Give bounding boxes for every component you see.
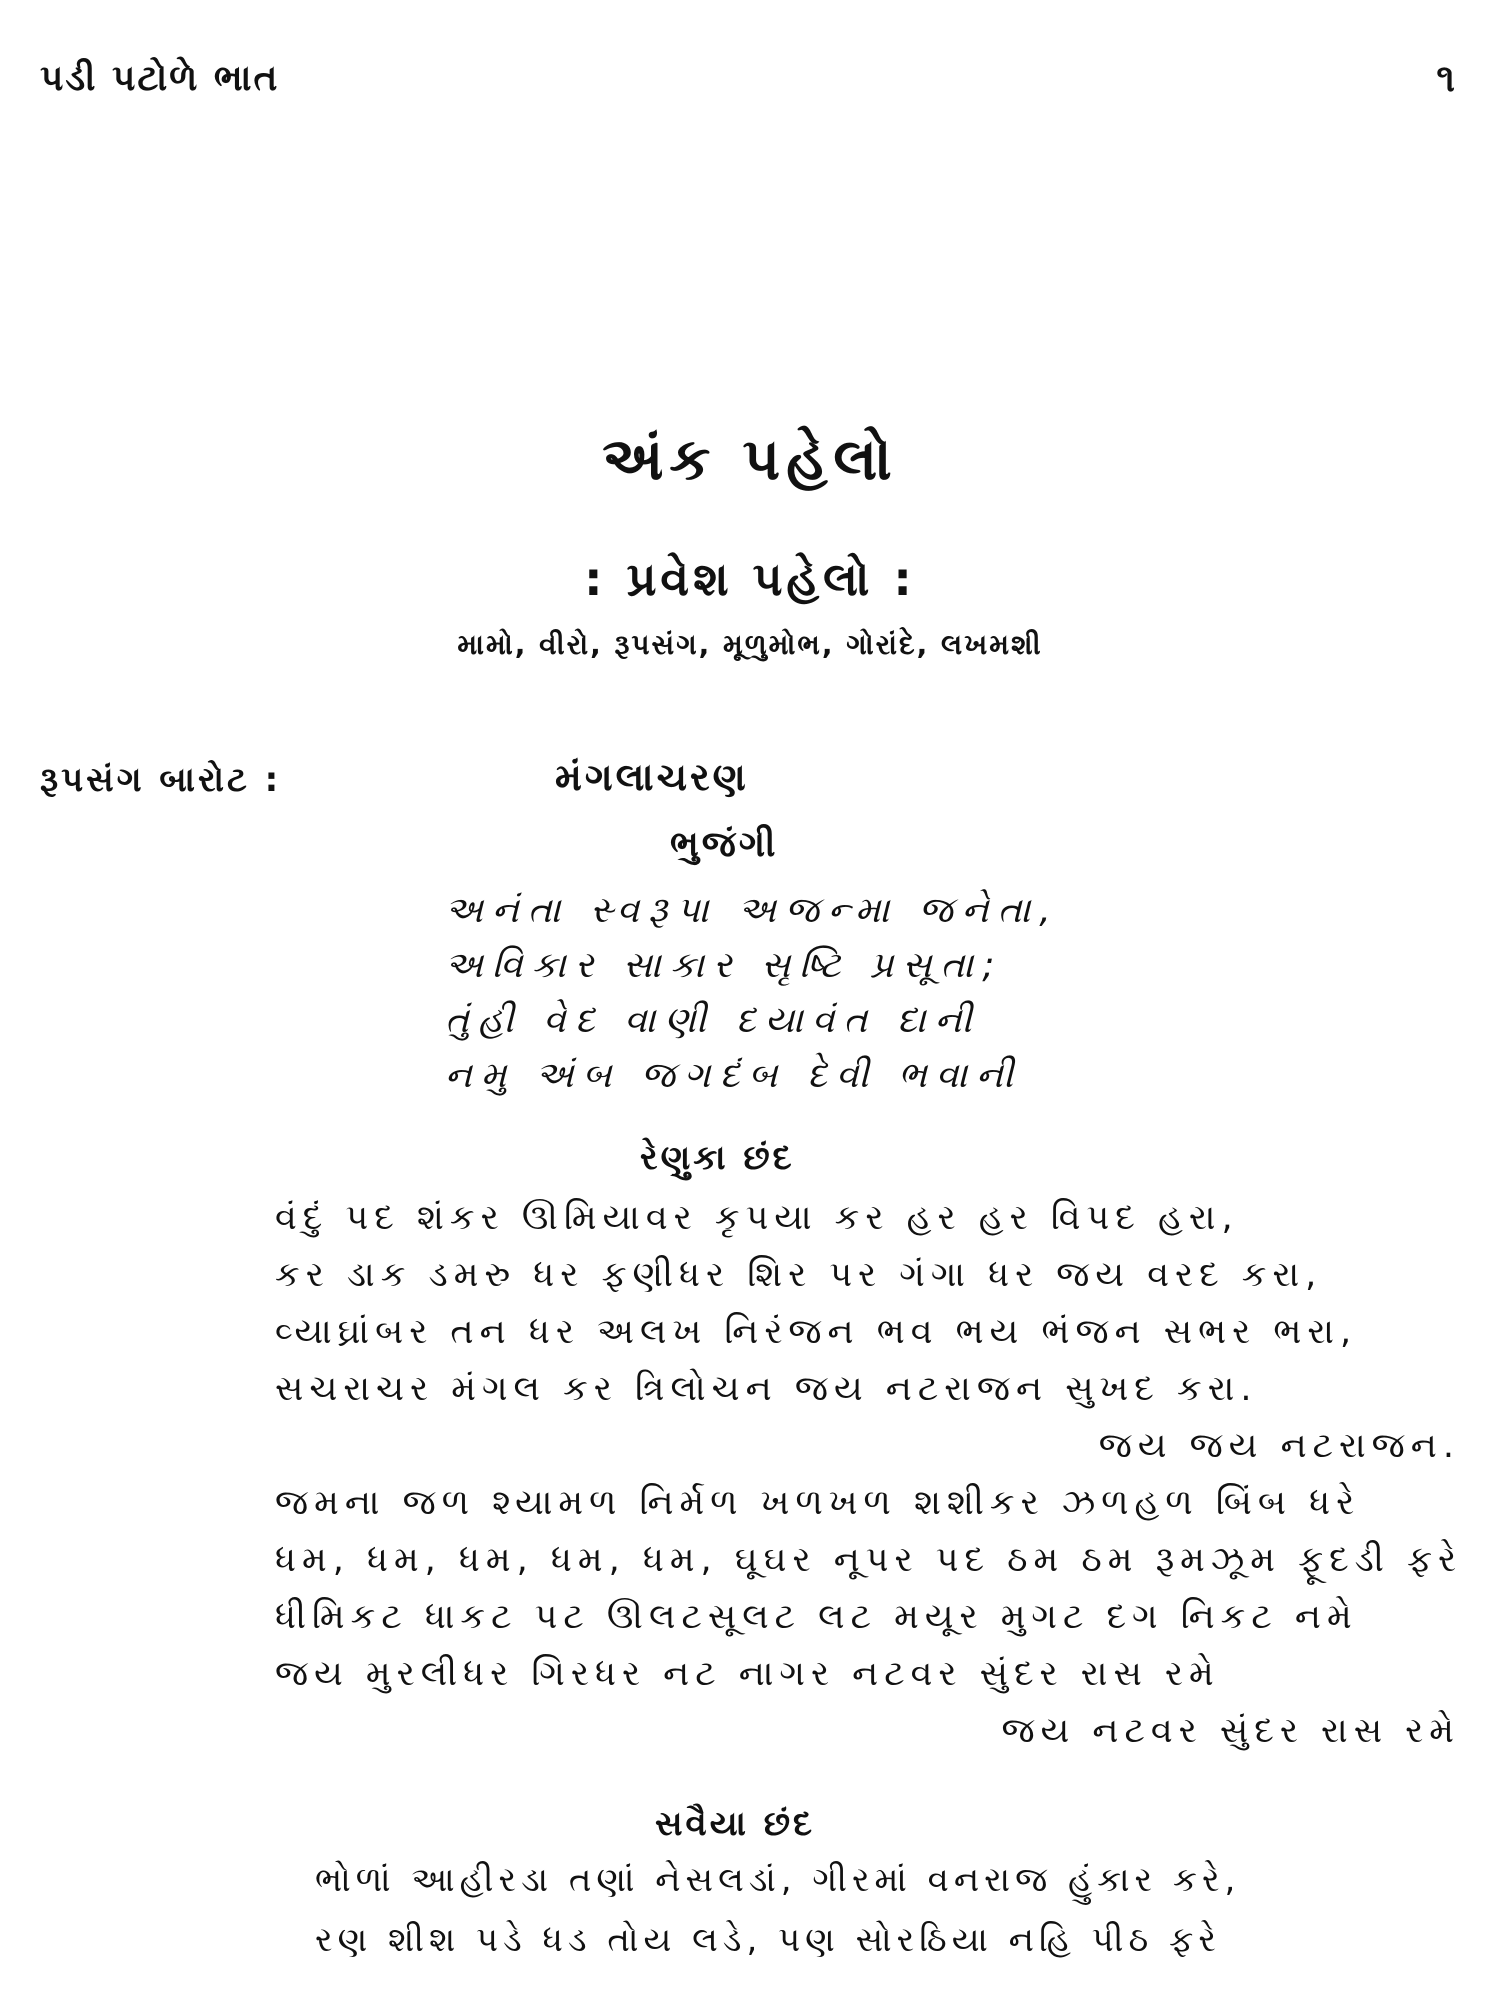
verse-line: તુંહી વેદ વાણી દયાવંત દાની [445, 1000, 981, 1041]
verse-line: નમુ અંબ જગદંબ દેવી ભવાની [445, 1055, 1023, 1096]
act-title: અંક પહેલો [602, 425, 898, 493]
page-number: ૧ [1436, 56, 1455, 100]
verse-line: જય મુરલીધર ગિરધર નટ નાગર નટવર સુંદર રાસ રમે [275, 1654, 1220, 1694]
verse-line: ધીમિકટ ધાકટ પટ ઊલટસૂલટ લટ મયૂર મુગટ દગ નિકટ નમે [275, 1597, 1358, 1637]
character-list: મામો, વીરો, રૂપસંગ, મૂળુમોભ, ગોરાંદે, લખમશી [457, 628, 1043, 661]
verse-line: અવિકાર સાકાર સૃષ્ટિ પ્રસૂતા; [445, 945, 1004, 986]
verse-line: અનંતા સ્વરૂપા અજન્મા જનેતા, [445, 890, 1060, 931]
renuka-heading: રેણુકા છંદ [640, 1138, 795, 1178]
verse-line: સચરાચર મંગલ કર ત્રિલોચન જય નટરાજન સુખદ કરા. [275, 1369, 1258, 1409]
savaiya-verse [315, 1850, 1415, 1970]
verse-refrain: જય નટવર સુંદર રાસ રમે [1001, 1711, 1460, 1751]
speaker-name: રૂપસંગ બારોટ : [40, 760, 282, 800]
verse-line: ભોળાં આહીરડા તણાં નેસલડાં, ગીરમાં વનરાજ હુંકાર કરે, [315, 1860, 1241, 1900]
verse-line: વ્યાઘ્રાંબર તન ધર અલખ નિરંજન ભવ ભય ભંજન સભર ભરા, [275, 1312, 1358, 1352]
scene-title: : પ્રવેશ પહેલો : [584, 552, 916, 606]
invocation-heading: મંગલાચરણ [555, 755, 749, 799]
verse-line: રણ શીશ પડે ધડ તોય લડે, પણ સોરઠિયા નહિ પીઠ ફરે [315, 1920, 1221, 1960]
verse-line: વંદું પદ શંકર ઊમિયાવર કૃપયા કર હર હર વિપદ હરા, [275, 1198, 1239, 1238]
running-title: પડી પટોળે ભાત [40, 58, 280, 99]
bhujangi-heading: ભુજંગી [670, 824, 779, 865]
verse-line: કર ડાક ડમરુ ધર ફણીધર શિર પર ગંગા ધર જય વરદ કરા, [275, 1255, 1323, 1295]
verse-refrain: જય જય નટરાજન. [1098, 1426, 1460, 1466]
verse-line: જમના જળ શ્યામળ નિર્મળ ખળખળ શશીકર ઝળહળ બિંબ ધરે [275, 1483, 1361, 1523]
savaiya-heading: સવૈયા છંદ [655, 1804, 816, 1844]
verse-line: ધમ, ધમ, ધમ, ધમ, ધમ, ઘૂઘર નૂપર પદ ઠમ ઠમ રૂમઝૂમ ફૂદડી ફરે [275, 1540, 1463, 1580]
bhujangi-verse [445, 883, 1085, 1103]
renuka-verse [275, 1190, 1463, 1760]
